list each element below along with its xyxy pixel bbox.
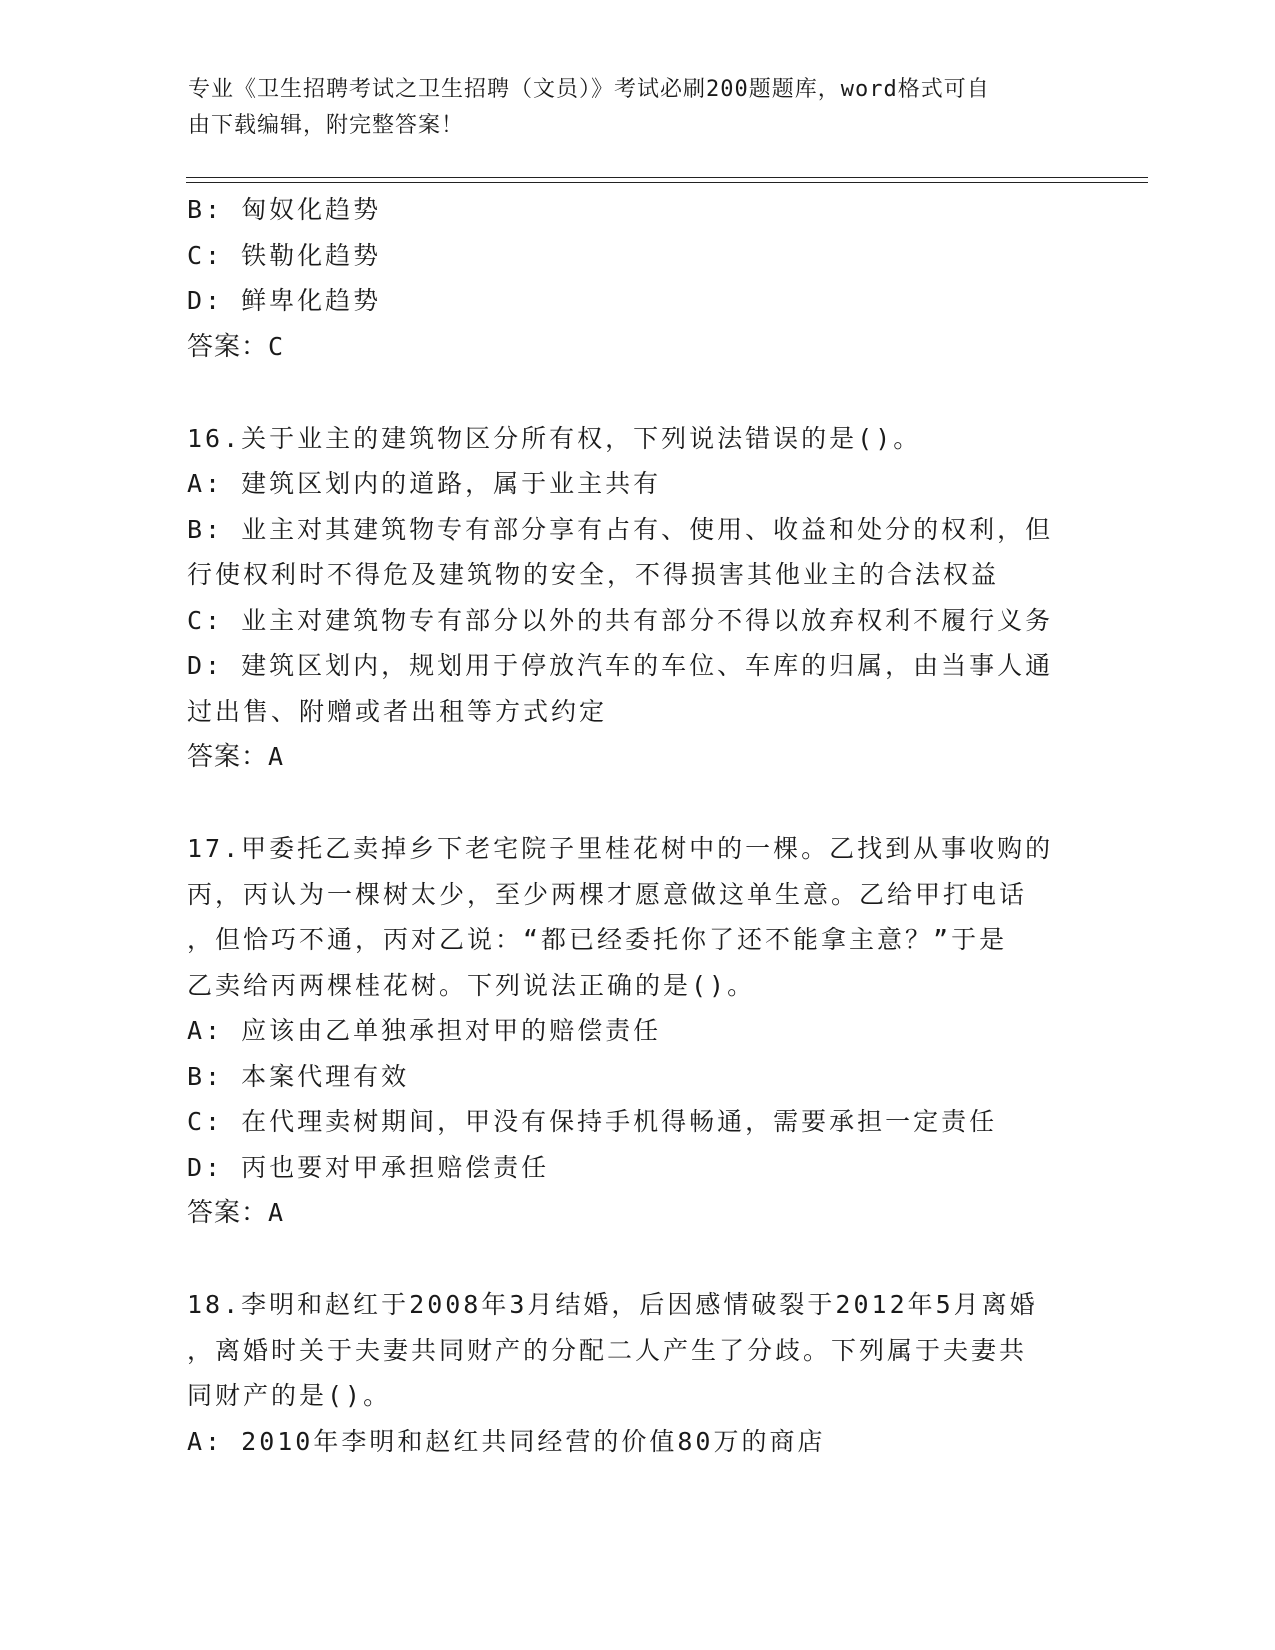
question-stem-continued: ，但恰巧不通，丙对乙说：“都已经委托你了还不能拿主意？”于是 [187, 925, 1008, 954]
document-header [188, 72, 1068, 144]
question-stem-continued: ，离婚时关于夫妻共同财产的分配二人产生了分歧。下列属于夫妻共 [187, 1335, 1028, 1365]
answer-label: 答案： [187, 742, 269, 772]
question-stem: 16.关于业主的建筑物区分所有权，下列说法错误的是()。 [187, 423, 922, 453]
question-stem-continued: 同财产的是()。 [187, 1381, 392, 1410]
question-17 [187, 826, 1077, 1237]
spacer [187, 370, 1077, 416]
header-line-1: 专业《卫生招聘考试之卫生招聘（文员）》考试必刷200题题库，word格式可自 [188, 77, 990, 102]
question-18 [187, 1282, 1077, 1464]
option-a: A: 建筑区划内的道路，属于业主共有 [187, 469, 662, 498]
option-a: A: 应该由乙单独承担对甲的赔偿责任 [187, 1016, 662, 1045]
option-c: C: 在代理卖树期间，甲没有保持手机得畅通，需要承担一定责任 [187, 1107, 998, 1136]
answer-line [187, 324, 1077, 371]
document-body [187, 187, 1077, 1464]
answer-label: 答案： [187, 331, 269, 362]
answer-value: C [268, 331, 285, 361]
spacer [187, 781, 1077, 827]
option-b: B: 本案代理有效 [187, 1061, 410, 1091]
spacer [187, 1237, 1077, 1283]
header-line-2: 由下载编辑，附完整答案！ [188, 113, 465, 138]
question-15-tail [187, 187, 1077, 370]
answer-value: A [268, 742, 285, 771]
option-b: B: 匈奴化趋势 [187, 195, 382, 224]
option-a: A: 2010年李明和赵红共同经营的价值80万的商店 [187, 1426, 826, 1456]
answer-line [187, 1190, 1077, 1237]
question-stem-continued: 丙，丙认为一棵树太少，至少两棵才愿意做这单生意。乙给甲打电话 [187, 879, 1028, 909]
question-stem: 18.李明和赵红于2008年3月结婚，后因感情破裂于2012年5月离婚 [187, 1290, 1038, 1319]
option-d: D: 建筑区划内，规划用于停放汽车的车位、车库的归属，由当事人通 [187, 651, 1054, 680]
option-d: D: 丙也要对甲承担赔偿责任 [187, 1152, 550, 1182]
answer-line [187, 734, 1077, 781]
answer-label: 答案： [187, 1198, 269, 1228]
option-b: B: 业主对其建筑物专有部分享有占有、使用、收益和处分的权利，但 [187, 514, 1054, 544]
option-d: D: 鲜卑化趋势 [187, 286, 382, 315]
question-stem: 17.甲委托乙卖掉乡下老宅院子里桂花树中的一棵。乙找到从事收购的 [187, 834, 1054, 863]
header-divider-top [186, 177, 1148, 178]
question-16 [187, 416, 1077, 781]
option-d-continued: 过出售、附赠或者出租等方式约定 [187, 696, 608, 726]
answer-value: A [268, 1198, 285, 1227]
header-divider-bottom [186, 182, 1148, 183]
option-b-continued: 行使权利时不得危及建筑物的安全，不得损害其他业主的合法权益 [187, 560, 1000, 589]
question-stem-continued: 乙卖给丙两棵桂花树。下列说法正确的是()。 [187, 970, 756, 1000]
option-c: C: 业主对建筑物专有部分以外的共有部分不得以放弃权利不履行义务 [187, 605, 1054, 635]
option-c: C: 铁勒化趋势 [187, 240, 382, 270]
